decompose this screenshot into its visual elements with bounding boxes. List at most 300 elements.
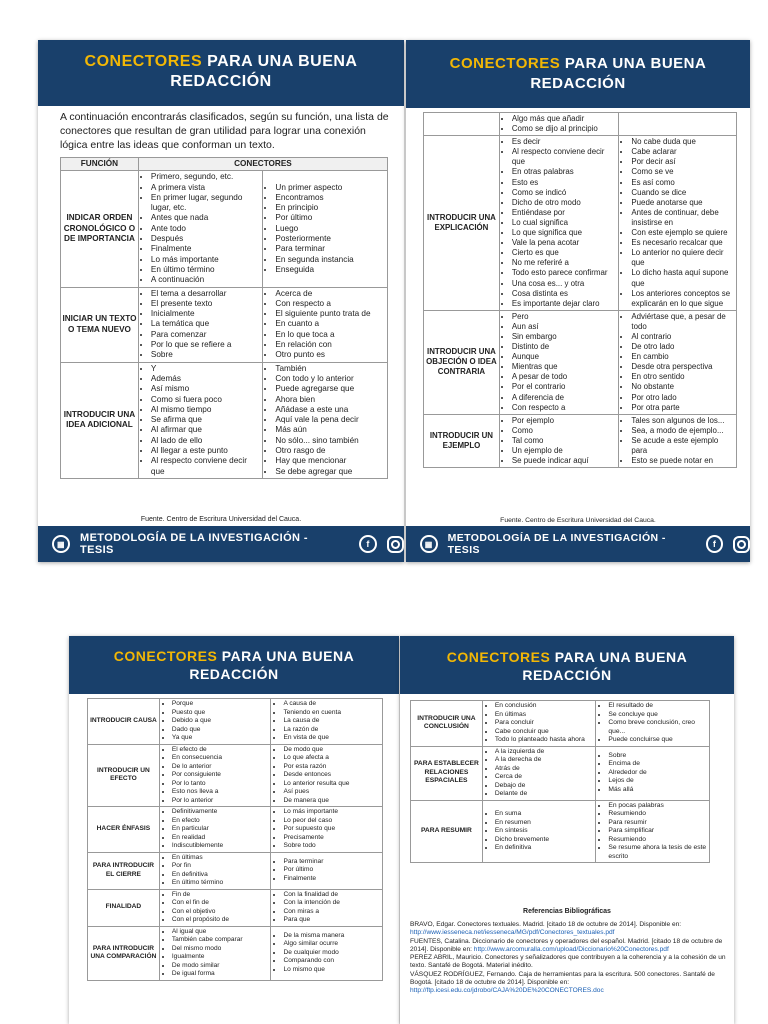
connectors-col-a xyxy=(499,136,619,311)
connectors-col-b xyxy=(596,746,710,800)
instagram-icon[interactable] xyxy=(387,536,404,553)
connectors-col-a xyxy=(159,807,271,853)
connectors-col-b xyxy=(271,699,383,745)
connector-item: • Para resumir xyxy=(608,819,708,828)
connectors-col-b xyxy=(271,926,383,980)
connector-list xyxy=(620,312,735,413)
connector-item: • Al mismo tiempo xyxy=(151,405,262,415)
connector-item: • En resumen xyxy=(495,819,595,828)
reference-entry xyxy=(410,954,726,971)
connector-item: • Al igual que xyxy=(172,928,270,937)
connector-item: • Como se ve xyxy=(631,167,735,177)
connector-item: • En consecuencia xyxy=(172,754,270,763)
connector-item: • Para simplificar xyxy=(608,827,708,836)
connector-item: • Todo lo planteado hasta ahora xyxy=(495,736,595,745)
facebook-icon[interactable]: f xyxy=(359,535,377,553)
connectors-table xyxy=(423,112,737,468)
connectors-col-a xyxy=(138,287,263,362)
infographic-panel-2 xyxy=(406,40,750,562)
connector-item: • Por lo anterior xyxy=(172,797,270,806)
function-label: HACER ÉNFASIS xyxy=(88,807,160,853)
connector-item: • Y xyxy=(151,364,262,374)
connector-item: • Al afirmar que xyxy=(151,425,262,435)
connectors-col-a xyxy=(499,113,619,136)
connector-item: • Lo anterior no quiere decir que xyxy=(631,248,735,268)
connector-list xyxy=(501,416,618,466)
connector-item: • Tal como xyxy=(512,436,618,446)
connector-item: • Puede concluirse que xyxy=(608,736,708,745)
connector-item: • A diferencia de xyxy=(512,393,618,403)
connector-item: • Esto nos lleva a xyxy=(172,788,270,797)
connectors-col-a xyxy=(482,701,596,747)
connector-item: • Dicho brevemente xyxy=(495,836,595,845)
connector-item: • Aquí vale la pena decir xyxy=(275,415,386,425)
connector-item: • La causa de xyxy=(283,717,381,726)
connector-item: • Sobre todo xyxy=(283,842,381,851)
connector-item: • En conclusión xyxy=(495,702,595,711)
connector-item: • Finalmente xyxy=(283,875,381,884)
connectors-col-b xyxy=(271,852,383,889)
connector-item: • Finalmente xyxy=(151,244,262,254)
connector-item: • En cambio xyxy=(631,352,735,362)
connector-item: • En particular xyxy=(172,825,270,834)
table-row xyxy=(61,171,388,287)
connector-item: • Cuando se dice xyxy=(631,188,735,198)
connector-item: • En relación con xyxy=(275,340,386,350)
connector-item: • En realidad xyxy=(172,834,270,843)
function-label: INTRODUCIR UNA CONCLUSIÓN xyxy=(411,701,483,747)
connector-item: • Ante todo xyxy=(151,224,262,234)
connector-item: • De modo que xyxy=(283,746,381,755)
connector-item: • A la derecha de xyxy=(495,756,595,765)
connector-item: • En últimas xyxy=(495,711,595,720)
panel-title: CONECTORES PARA UNA BUENA REDACCIÓN xyxy=(69,636,399,694)
connector-item: • Aun así xyxy=(512,322,618,332)
intro-text: A continuación encontrarás clasificados, según su función, una lista de conectores que resultan de gran utilidad para lograr una conexión lógica entre las ideas que conforman un texto. xyxy=(60,111,389,151)
connector-item: • Debido a que xyxy=(172,717,270,726)
connectors-col-a xyxy=(482,800,596,863)
connector-item: • Tales son algunos de los... xyxy=(631,416,735,426)
panel-title: CONECTORES PARA UNA BUENA REDACCIÓN xyxy=(38,40,404,106)
connector-item: • Algo similar ocurre xyxy=(283,940,381,949)
connector-list xyxy=(140,172,262,285)
connector-item: • Con respecto a xyxy=(512,403,618,413)
connector-item: • Es importante dejar claro xyxy=(512,299,618,309)
reference-link[interactable]: http://ftp.icesi.edu.co/jdrobo/CAJA%20DE%20CONECTORES.doc xyxy=(410,987,604,995)
connector-item: • Adviértase que, a pesar de todo xyxy=(631,312,735,332)
connector-item: • Encima de xyxy=(608,760,708,769)
connector-list xyxy=(484,702,595,745)
table-row xyxy=(424,113,737,136)
table-row xyxy=(424,136,737,311)
connector-item: • Es decir xyxy=(512,137,618,147)
connectors-col-b xyxy=(271,889,383,926)
connectors-col-a xyxy=(482,746,596,800)
connector-item: • Con la intención de xyxy=(283,899,381,908)
connector-item: • Por otro lado xyxy=(631,393,735,403)
function-label: PARA INTRODUCIR UNA COMPARACIÓN xyxy=(88,926,160,980)
connector-item: • Al contrario xyxy=(631,332,735,342)
connector-item: • Otro rasgo de xyxy=(275,446,386,456)
connector-item: • En últimas xyxy=(172,854,270,863)
source-note: Fuente. Centro de Escritura Universidad del Cauca. xyxy=(500,517,656,524)
connectors-col-a xyxy=(499,414,619,467)
connectors-col-b xyxy=(596,800,710,863)
source-note: Fuente. Centro de Escritura Universidad del Cauca. xyxy=(140,516,302,523)
connector-item: • Vale la pena acotar xyxy=(512,238,618,248)
connector-list xyxy=(140,289,262,361)
connector-item: • Desde entonces xyxy=(283,771,381,780)
connector-item: • Todo esto parece confirmar xyxy=(512,268,618,278)
panel-title: CONECTORES PARA UNA BUENA REDACCIÓN xyxy=(400,636,734,694)
function-label: FINALIDAD xyxy=(88,889,160,926)
connector-list xyxy=(161,891,270,925)
table-row xyxy=(88,699,383,745)
panel-title: CONECTORES PARA UNA BUENA REDACCIÓN xyxy=(406,40,750,108)
connector-item: • Atrás de xyxy=(495,765,595,774)
reference-text: PEREZ ABRIL, Mauricio. Conectores y señalizadores que contribuyen a la coherencia y a la cohesión de un texto. Santafé de Bogotá. Material inédito. xyxy=(410,954,726,970)
connector-item: • En vista de que xyxy=(283,734,381,743)
connector-list xyxy=(272,858,381,884)
connector-item: • Por fin xyxy=(172,862,270,871)
connector-list xyxy=(620,416,735,466)
connector-item: • Al lado de ello xyxy=(151,436,262,446)
reference-text: FUENTES, Catalina. Diccionario de conectores y operadores del español. Madrid. [citado 18 de octubre de 2014]. Disponible en: xyxy=(410,937,723,953)
connector-item: • Un ejemplo de xyxy=(512,446,618,456)
connector-item: • De modo similar xyxy=(172,962,270,971)
connector-list xyxy=(597,702,708,745)
connector-item: • Además xyxy=(151,374,262,384)
connector-item: • Mientras que xyxy=(512,362,618,372)
references-title: Referencias Bibliográficas xyxy=(523,908,611,915)
connector-item: • Antes que nada xyxy=(151,213,262,223)
connector-item: • En otras palabras xyxy=(512,167,618,177)
connector-item: • Para terminar xyxy=(275,244,386,254)
function-label: PARA RESUMIR xyxy=(411,800,483,863)
connector-item: • En definitiva xyxy=(172,871,270,880)
function-label: INICIAR UN TEXTO O TEMA NUEVO xyxy=(61,287,139,362)
connector-item: • Indiscutiblemente xyxy=(172,842,270,851)
connector-item: • No obstante xyxy=(631,382,735,392)
connector-item: • A primera vista xyxy=(151,183,262,193)
connector-item: • Cierto es que xyxy=(512,248,618,258)
connector-list xyxy=(140,364,262,477)
connector-item: • Con el fin de xyxy=(172,899,270,908)
connector-item: • Por lo tanto xyxy=(172,780,270,789)
connector-item: • Cosa distinta es xyxy=(512,289,618,299)
connector-item: • De la misma manera xyxy=(283,932,381,941)
connector-item: • Con miras a xyxy=(283,908,381,917)
connector-item: • Como breve conclusión, creo que... xyxy=(608,719,708,736)
connector-item: • Por esta razón xyxy=(283,763,381,772)
function-label: INTRODUCIR UNA IDEA ADICIONAL xyxy=(61,362,139,478)
connector-item: • En suma xyxy=(495,810,595,819)
connectors-col-a xyxy=(159,699,271,745)
connector-item: • Enseguida xyxy=(275,265,386,275)
connector-item: • Se debe agregar que xyxy=(275,467,386,477)
connector-item: • Así pues xyxy=(283,788,381,797)
reference-entry xyxy=(410,938,726,955)
connector-item: • Otro punto es xyxy=(275,350,386,360)
connector-item: • De manera que xyxy=(283,797,381,806)
connector-item: • Añádase a este una xyxy=(275,405,386,415)
connector-item: • Como se indicó xyxy=(512,188,618,198)
connector-item: • Puede agregarse que xyxy=(275,384,386,394)
connector-list xyxy=(501,114,618,134)
connector-item: • Para concluir xyxy=(495,719,595,728)
connector-item: • Después xyxy=(151,234,262,244)
connector-item: • Por decir así xyxy=(631,157,735,167)
connectors-col-b xyxy=(619,136,737,311)
connector-item: • Sobre xyxy=(608,752,708,761)
connector-list xyxy=(501,312,618,413)
reference-text: VÁSQUEZ RODRÍGUEZ, Fernando. Caja de herramientas para la escritura. 500 conectores. Santafé de Bogotá. [citado 18 de octubre de 2014]. Disponible en: xyxy=(410,970,715,987)
connector-list xyxy=(161,746,270,806)
connectors-col-b xyxy=(271,744,383,807)
table-row xyxy=(61,362,388,478)
connector-list xyxy=(272,746,381,806)
function-label xyxy=(424,113,500,136)
connector-item: • En otro sentido xyxy=(631,372,735,382)
connector-list xyxy=(161,700,270,743)
connector-item: • No sólo... sino también xyxy=(275,436,386,446)
connector-item: • Por último xyxy=(283,866,381,875)
connector-item: • Lo cual significa xyxy=(512,218,618,228)
connector-item: • Fin de xyxy=(172,891,270,900)
connector-item: • Es necesario recalcar que xyxy=(631,238,735,248)
connector-item: • Como xyxy=(512,426,618,436)
connector-item: • Algo más que añadir xyxy=(512,114,618,124)
connector-list xyxy=(272,808,381,851)
connector-item: • A causa de xyxy=(283,700,381,709)
references-list xyxy=(410,921,726,996)
connector-item: • Sin embargo xyxy=(512,332,618,342)
connector-item: • Al llegar a este punto xyxy=(151,446,262,456)
connector-item: • Pero xyxy=(512,312,618,322)
connector-item: • La temática que xyxy=(151,319,262,329)
column-header-funcion: FUNCIÓN xyxy=(61,158,139,171)
connector-item: • Dado que xyxy=(172,726,270,735)
connector-item: • En segunda instancia xyxy=(275,255,386,265)
connector-item: • Con el propósito de xyxy=(172,916,270,925)
connector-item: • Lo que significa que xyxy=(512,228,618,238)
connector-item: • En lo que toca a xyxy=(275,330,386,340)
connector-list xyxy=(597,802,708,862)
connector-item: • Con todo y lo anterior xyxy=(275,374,386,384)
function-label: PARA ESTABLECER RELACIONES ESPACIALES xyxy=(411,746,483,800)
table-row xyxy=(411,800,710,863)
connector-item: • Inicialmente xyxy=(151,309,262,319)
connector-item: • Se concluye que xyxy=(608,711,708,720)
connector-item: • Antes de continuar, debe insistirse en xyxy=(631,208,735,228)
table-row xyxy=(61,287,388,362)
connector-list xyxy=(264,289,386,361)
connectors-col-b xyxy=(263,171,388,287)
connector-item: • En pocas palabras xyxy=(608,802,708,811)
connector-item: • Lo dicho hasta aquí supone que xyxy=(631,268,735,288)
connector-item: • Por consiguiente xyxy=(172,771,270,780)
connectors-col-b xyxy=(619,310,737,414)
connector-list xyxy=(264,364,386,477)
function-label: INTRODUCIR UN EFECTO xyxy=(88,744,160,807)
connectors-col-a xyxy=(159,744,271,807)
connector-item: • Por otra parte xyxy=(631,403,735,413)
connector-item: • Definitivamente xyxy=(172,808,270,817)
connector-item: • Acerca de xyxy=(275,289,386,299)
connector-item: • El resultado de xyxy=(608,702,708,711)
reference-text: BRAVO, Edgar. Conectores textuales. Madrid. [citado 18 de octubre de 2014]. Disponible en: xyxy=(410,921,682,928)
connector-item: • Porque xyxy=(172,700,270,709)
connector-item: • Lo mismo que xyxy=(283,966,381,975)
connector-item: • En efecto xyxy=(172,817,270,826)
connector-item: • Con respecto a xyxy=(275,299,386,309)
connector-item: • Esto es xyxy=(512,178,618,188)
connectors-col-a xyxy=(138,362,263,478)
table-row xyxy=(88,889,383,926)
connector-item: • Primero, segundo, etc. xyxy=(151,172,262,182)
connector-item: • Precisamente xyxy=(283,834,381,843)
connectors-table xyxy=(60,157,388,479)
panel-footer: ▦ METODOLOGÍA DE LA INVESTIGACIÓN - TESIS f xyxy=(38,526,404,562)
connector-item: • Teniendo en cuenta xyxy=(283,709,381,718)
connector-item: • Delante de xyxy=(495,790,595,799)
connector-list xyxy=(597,752,708,795)
connector-item: • El presente texto xyxy=(151,299,262,309)
book-icon: ▦ xyxy=(420,535,438,553)
connector-item: • La razón de xyxy=(283,726,381,735)
connector-item: • Más allá xyxy=(608,786,708,795)
connector-item: • Lejos de xyxy=(608,777,708,786)
connector-item: • Sobre xyxy=(151,350,262,360)
connector-item: • Se puede indicar aquí xyxy=(512,456,618,466)
function-label: INTRODUCIR UN EJEMPLO xyxy=(424,414,500,467)
connector-item: • Igualmente xyxy=(172,953,270,962)
connector-item: • En primer lugar, segundo lugar, etc. xyxy=(151,193,262,214)
connector-item: • Por supuesto que xyxy=(283,825,381,834)
connector-item: • De cualquier modo xyxy=(283,949,381,958)
function-label: PARA INTRODUCIR EL CIERRE xyxy=(88,852,160,889)
table-row xyxy=(88,926,383,980)
connector-item: • Ahora bien xyxy=(275,395,386,405)
connectors-col-b xyxy=(263,362,388,478)
connector-item: • No me referiré a xyxy=(512,258,618,268)
connectors-col-a xyxy=(159,852,271,889)
table-row xyxy=(88,807,383,853)
connector-item: • También cabe comparar xyxy=(172,936,270,945)
facebook-icon[interactable]: f xyxy=(706,535,724,553)
connector-item: • En definitiva xyxy=(495,844,595,853)
connector-item: • Lo que afecta a xyxy=(283,754,381,763)
table-row xyxy=(88,852,383,889)
connector-item: • Es así como xyxy=(631,178,735,188)
connector-item: • A pesar de todo xyxy=(512,372,618,382)
function-label: INTRODUCIR UNA OBJECIÓN O IDEA CONTRARIA xyxy=(424,310,500,414)
connector-list xyxy=(161,854,270,888)
connector-item: • Una cosa es... y otra xyxy=(512,279,618,289)
reference-link[interactable]: http://www.arcomuralla.com/upload/Diccionario%20Conectores.pdf xyxy=(473,945,669,953)
connector-item: • Ya que xyxy=(172,734,270,743)
connectors-col-b xyxy=(619,113,737,136)
connector-list xyxy=(484,748,595,799)
connector-item: • También xyxy=(275,364,386,374)
connector-item: • Puede anotarse que xyxy=(631,198,735,208)
connectors-col-b xyxy=(263,287,388,362)
connector-item: • Por lo que se refiere a xyxy=(151,340,262,350)
connector-item: • En principio xyxy=(275,203,386,213)
connector-item: • El siguiente punto trata de xyxy=(275,309,386,319)
connector-item: • Aunque xyxy=(512,352,618,362)
connector-item: • El tema a desarrollar xyxy=(151,289,262,299)
connectors-col-a xyxy=(499,310,619,414)
reference-link[interactable]: http://www.iesseneca.net/iesseneca/MG/pdf/Conectores_textuales.pdf xyxy=(410,929,615,937)
book-icon: ▦ xyxy=(52,535,70,553)
connector-item: • Por el contrario xyxy=(512,382,618,392)
connector-item: • Se afirma que xyxy=(151,415,262,425)
connector-item: • Se resume ahora la tesis de este escrito xyxy=(608,844,708,861)
connector-item: • Lo anterior resulta que xyxy=(283,780,381,789)
connector-item: • El efecto de xyxy=(172,746,270,755)
reference-entry xyxy=(410,971,726,996)
connector-item: • Entiéndase por xyxy=(512,208,618,218)
connector-item: • Más aún xyxy=(275,425,386,435)
connector-item: • Como se dijo al principio xyxy=(512,124,618,134)
connector-item: • Con el objetivo xyxy=(172,908,270,917)
connector-list xyxy=(620,137,735,309)
connector-item: • Del mismo modo xyxy=(172,945,270,954)
table-row xyxy=(88,744,383,807)
table-row xyxy=(411,701,710,747)
connector-item: • Dicho de otro modo xyxy=(512,198,618,208)
infographic-panel-1 xyxy=(38,40,404,562)
connector-item: • Para terminar xyxy=(283,858,381,867)
connector-item: • En último término xyxy=(172,879,270,888)
infographic-panel-3 xyxy=(69,636,399,1024)
connector-item: • Al respecto conviene decir que xyxy=(151,456,262,477)
connector-item: • Para que xyxy=(283,916,381,925)
connector-item: • Cabe aclarar xyxy=(631,147,735,157)
connector-item: • Se acude a este ejemplo para xyxy=(631,436,735,456)
connector-item: • Al respecto conviene decir que xyxy=(512,147,618,167)
connector-list xyxy=(272,700,381,743)
connectors-col-a xyxy=(138,171,263,287)
table-row xyxy=(424,310,737,414)
connector-item: • Cerca de xyxy=(495,773,595,782)
connector-item: • Lo más importante xyxy=(151,255,262,265)
connector-item: • Con la finalidad de xyxy=(283,891,381,900)
instagram-icon[interactable] xyxy=(733,536,750,553)
connectors-col-a xyxy=(159,889,271,926)
connector-list xyxy=(161,808,270,851)
connector-list xyxy=(161,928,270,979)
connector-item: • Así mismo xyxy=(151,384,262,394)
connector-item: • Debajo de xyxy=(495,782,595,791)
connector-item: • Lo peor del caso xyxy=(283,817,381,826)
connector-item: • Por ejemplo xyxy=(512,416,618,426)
connector-item: • En último término xyxy=(151,265,262,275)
connector-item: • Alrededor de xyxy=(608,769,708,778)
connectors-table xyxy=(410,700,710,863)
connector-item: • A la izquierda de xyxy=(495,748,595,757)
connector-list xyxy=(484,810,595,853)
infographic-panel-4 xyxy=(400,636,734,1024)
connector-item: • Distinto de xyxy=(512,342,618,352)
connector-item: • Hay que mencionar xyxy=(275,456,386,466)
connector-item: • Sea, a modo de ejemplo... xyxy=(631,426,735,436)
connector-item: • Resumiendo xyxy=(608,836,708,845)
connector-item: • De igual forma xyxy=(172,970,270,979)
connector-list xyxy=(264,183,386,276)
connector-item: • No cabe duda que xyxy=(631,137,735,147)
